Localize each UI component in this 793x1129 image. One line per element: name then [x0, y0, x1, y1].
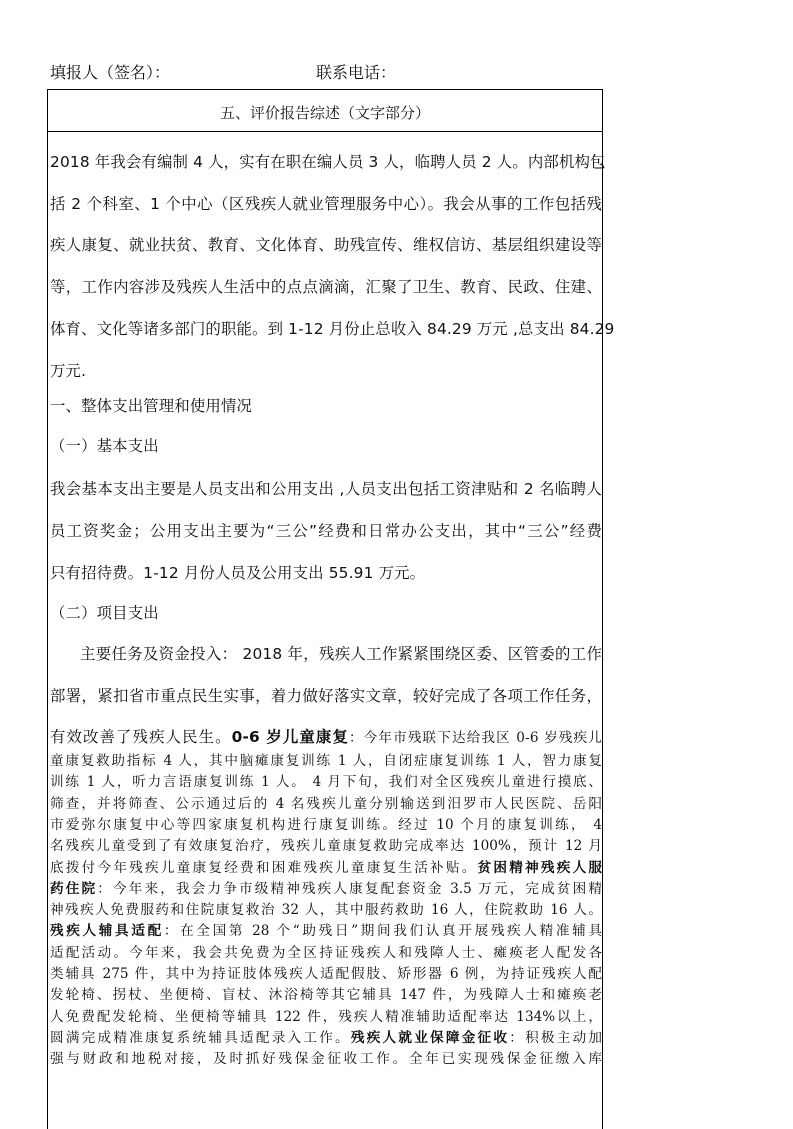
detail-text: 筛查，并将筛查、公示通过后的 4 名残疾儿童分别输送到汨罗市人民医院、岳阳: [50, 795, 602, 812]
detail-text: 圆满完成精准康复系统辅具适配录入工作。: [50, 1029, 351, 1046]
detail-line: [50, 900, 602, 920]
intro-line: 万元.: [50, 362, 87, 380]
intro-line: 2018 年我会有编制 4 人，实有在职在编人员 3 人，临聘人员 2 人。内部机构包: [50, 153, 606, 171]
detail-line: [50, 943, 602, 963]
child-rehab-heading: 0-6 岁儿童康复: [231, 728, 349, 746]
detail-bold-heading: 残疾人辅具适配: [50, 923, 164, 940]
detail-line: [50, 815, 602, 835]
detail-text: ：在全国第 28 个“助残日”期间我们认真开展残疾人精准辅具: [163, 923, 602, 940]
detail-text: 市爱弥尔康复中心等四家康复机构进行康复训练。经过 10 个月的康复训练， 4: [50, 816, 602, 833]
intro-line: 括 2 个科室、1 个中心（区残疾人就业管理服务中心）。我会从事的工作包括残: [50, 195, 602, 213]
detail-text: ：积极主动加: [509, 1029, 603, 1046]
detail-text: 类辅具 275 件，其中为持证肢体残疾人适配假肢、矫形器 6 例，为持证残疾人配: [50, 966, 602, 982]
detail-line: [50, 858, 602, 878]
project-line: 主要任务及资金投入： 2018 年，残疾人工作紧紧围绕区委、区管委的工作: [80, 645, 602, 663]
detail-text: 神残疾人免费服药和住院康复救治 32 人，其中服药救助 16 人，住院救助 16 人。: [50, 902, 602, 919]
intro-line: 体育、文化等诸多部门的职能。到 1-12 月份止总收入 84.29 万元 ,总支出 84.29: [50, 320, 615, 338]
detail-text: 训练 1 人，听力言语康复训练 1 人。 4 月下旬，我们对全区残疾儿童进行摸底、: [50, 774, 602, 791]
subsection-heading: （二）项目支出: [50, 604, 159, 622]
detail-bold-heading: 贫困精神残疾人服: [477, 859, 603, 876]
detail-text: 适配活动。今年来，我会共免费为全区持证残疾人和残障人士、瘫痪老人配发各: [50, 944, 602, 961]
detail-line: [50, 794, 602, 814]
detail-bold-heading: 药住院: [50, 880, 98, 897]
basic-line: 只有招待费。1-12 月份人员及公用支出 55.91 万元。: [50, 564, 426, 582]
detail-line: [50, 1007, 602, 1027]
intro-line: 疾人康复、就业扶贫、教育、文化体育、助残宣传、维权信访、基层组织建设等: [50, 236, 602, 254]
detail-text: 童康复救助指标 4 人，其中脑瘫康复训练 1 人，自闭症康复训练 1 人，智力康复: [50, 753, 602, 769]
report-table: [47, 89, 615, 1129]
detail-line: [50, 751, 602, 771]
detail-line: [50, 921, 602, 941]
section-heading: 一、整体支出管理和使用情况: [50, 397, 253, 415]
detail-text: ：今年来，我会力争市级精神残疾人康复配套资金 3.5 万元，完成贫困精: [97, 880, 603, 897]
project-line: 部署，紧扣省市重点民生实事，着力做好落实文章，较好完成了各项工作任务，: [50, 687, 602, 705]
filler-signature-label: 填报人（签名）：: [50, 63, 171, 82]
detail-line: [50, 836, 602, 856]
detail-bold-heading: 残疾人就业保障金征收: [350, 1029, 510, 1046]
detail-line: [50, 964, 602, 984]
mixed-part-c: ：今年市残联下达给我区 0-6 岁残疾儿: [348, 730, 602, 746]
subsection-heading: （一）基本支出: [50, 437, 159, 455]
detail-text: 人免费配发轮椅、坐便椅等辅具 122 件，残疾人精准辅助适配率达 134%以上，: [50, 1008, 602, 1025]
detail-text: 底拨付今年残疾儿童康复经费和困难残疾儿童康复生活补贴。: [50, 859, 478, 876]
basic-line: 员工资奖金；公用支出主要为“三公”经费和日常办公支出，其中“三公”经费: [50, 522, 602, 540]
detail-line: [50, 1049, 602, 1069]
basic-line: 我会基本支出主要是人员支出和公用支出 ,人员支出包括工资津贴和 2 名临聘人: [50, 480, 602, 498]
contact-phone-label: 联系电话：: [316, 63, 397, 82]
detail-text: 强与财政和地税对接，及时抓好残保金征收工作。全年已实现残保金征缴入库: [50, 1051, 602, 1068]
detail-text: 名残疾儿童受到了有效康复治疗，残疾儿童康复救助完成率达 100%，预计 12 月: [50, 838, 602, 855]
detail-line: [50, 985, 602, 1005]
detail-line: [50, 1028, 602, 1048]
detail-line: [50, 879, 602, 899]
intro-line: 等，工作内容涉及残疾人生活中的点点滴滴，汇聚了卫生、教育、民政、住建、: [50, 278, 602, 296]
mixed-part-a: 有效改善了残疾人民生。: [50, 728, 232, 746]
report-title: 五、评价报告综述（文字部分）: [48, 90, 602, 132]
detail-line: [50, 772, 602, 792]
project-mixed-line: [50, 727, 602, 748]
detail-text: 发轮椅、拐杖、坐便椅、盲杖、沐浴椅等其它辅具 147 件，为残障人士和瘫痪老: [50, 987, 602, 1004]
